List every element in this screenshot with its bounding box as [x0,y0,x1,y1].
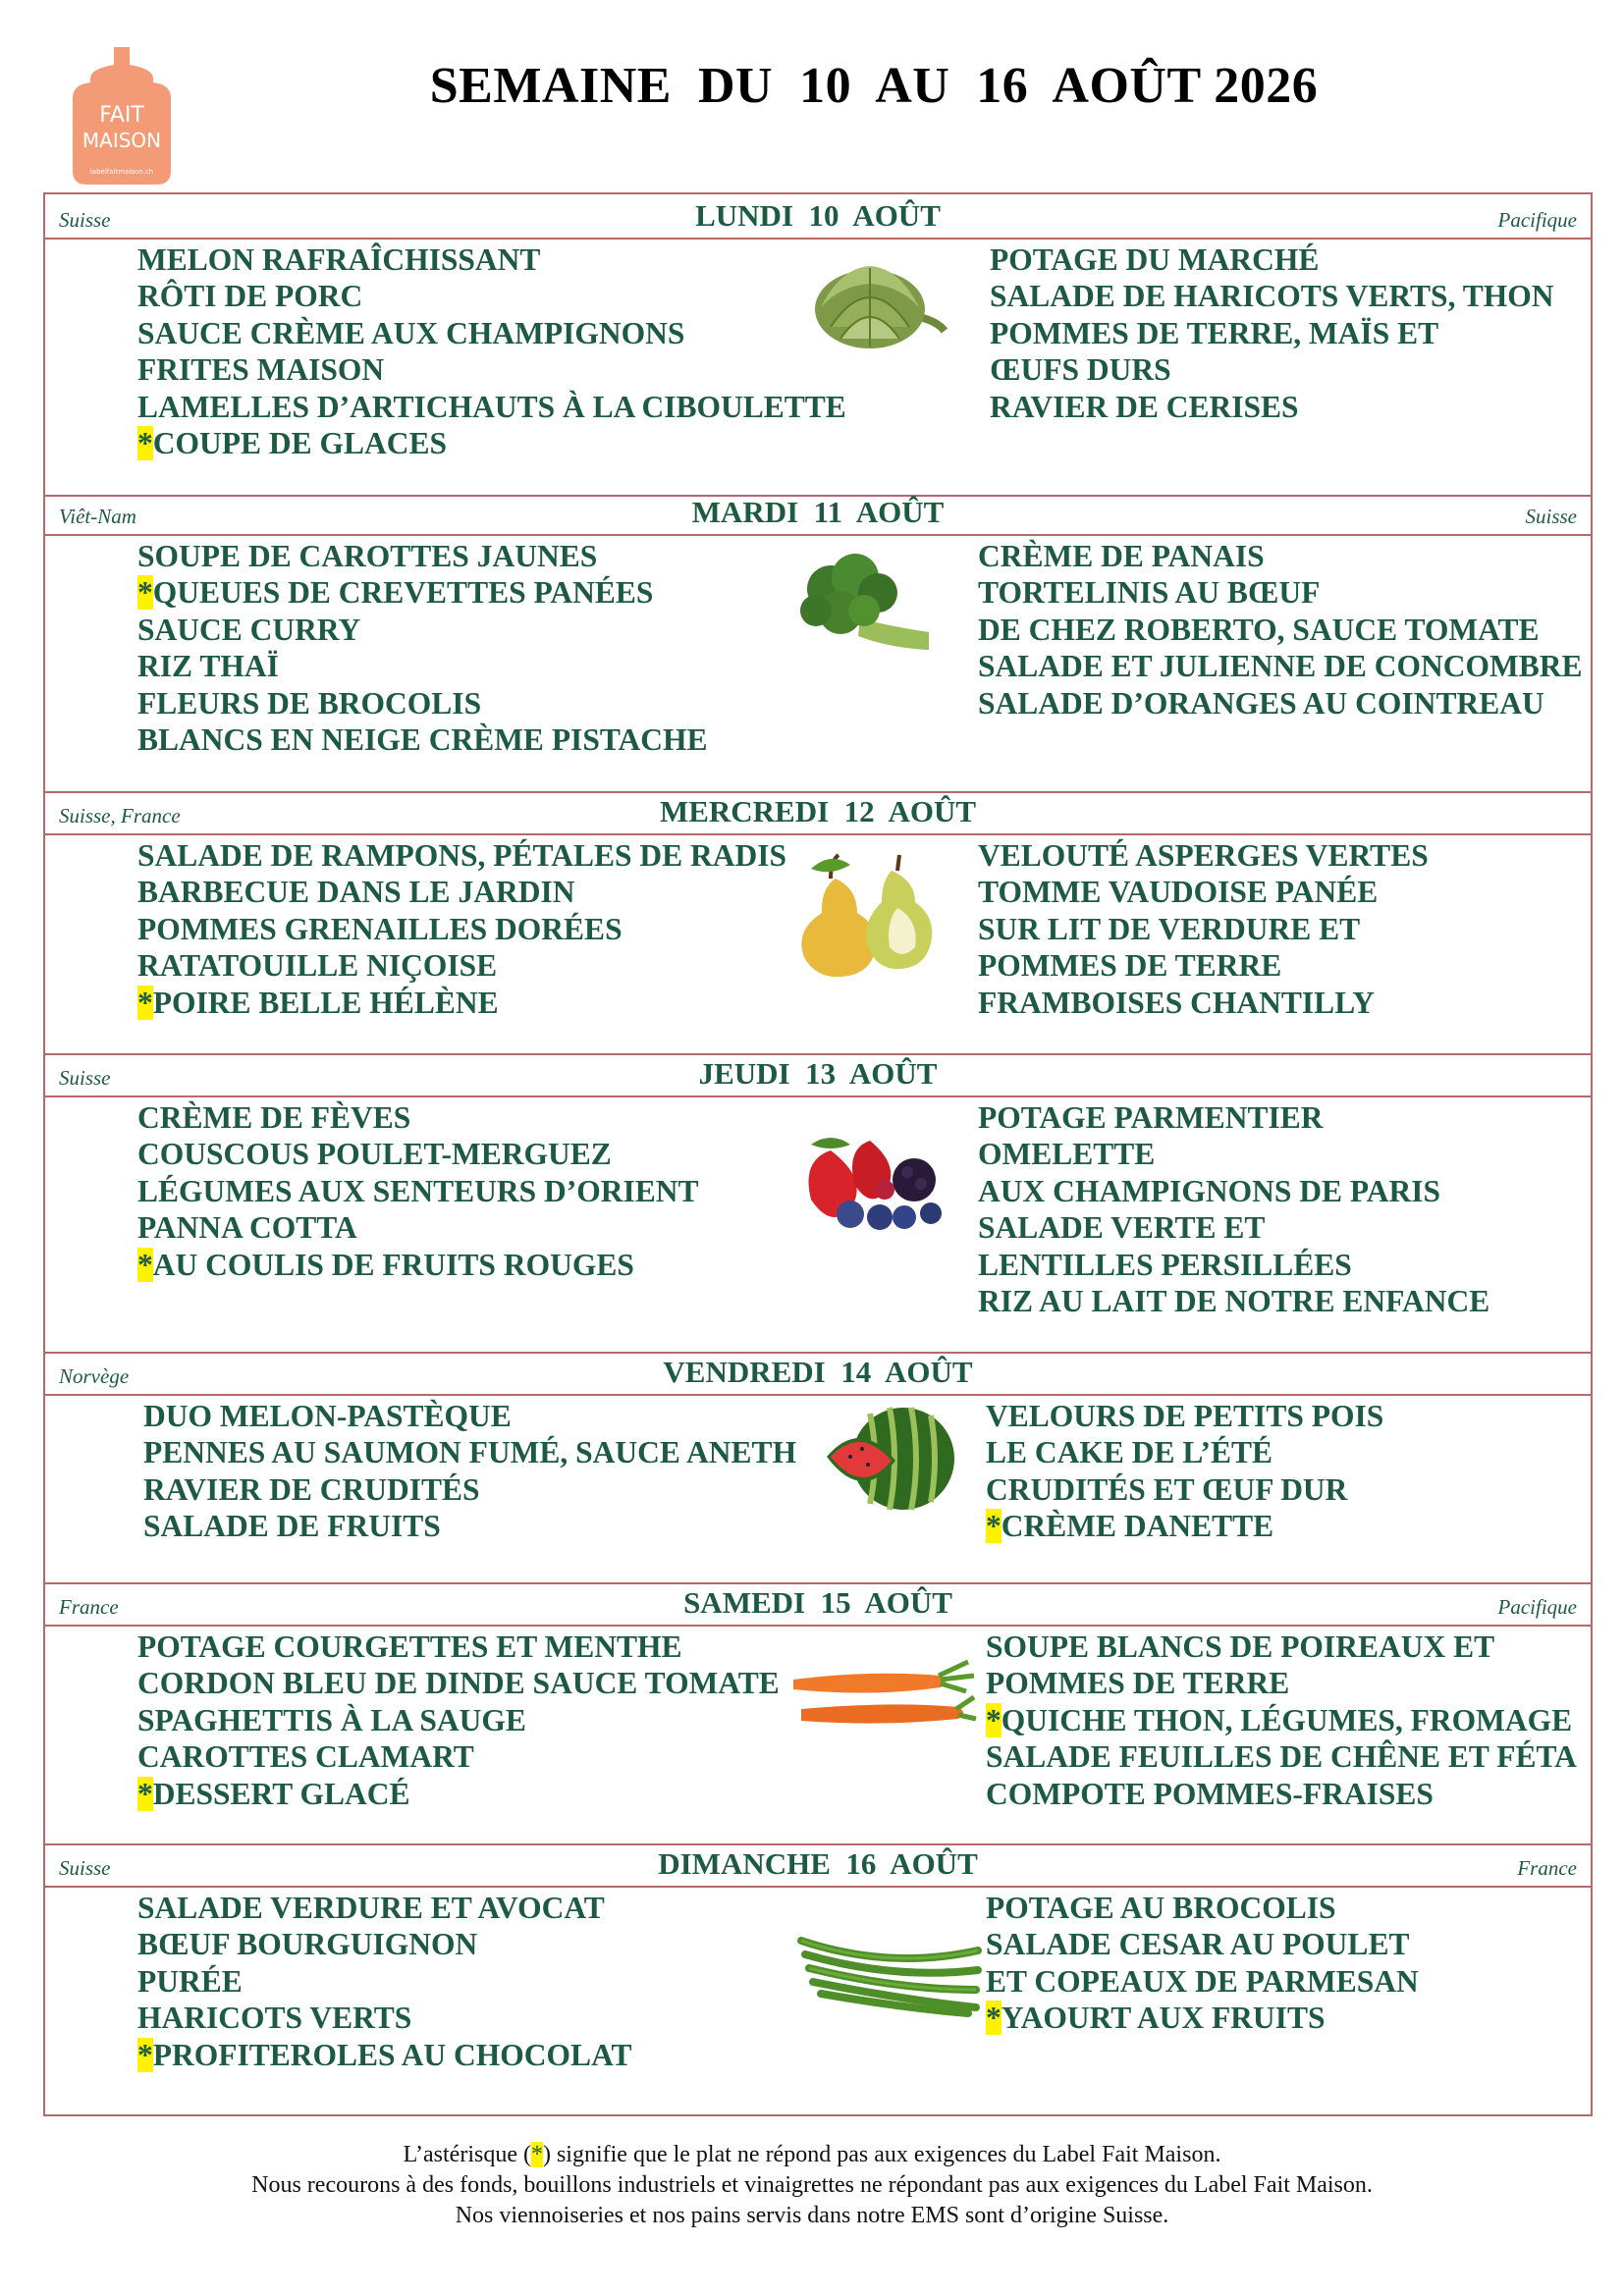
origin-lunch: Suisse, France [59,804,181,828]
origin-lunch: Norvège [59,1364,130,1388]
origin-lunch: Suisse [59,208,111,232]
menu-item-text: SOUPE BLANCS DE POIREAUX ET [986,1629,1495,1664]
menu-item-text: POTAGE AU BROCOLIS [986,1891,1336,1925]
menu-item-text: LÉGUMES AUX SENTEURS D’ORIENT [137,1173,699,1208]
menu-item [137,947,786,984]
menu-item [137,2037,632,2073]
asterisk-marker: * [137,426,153,461]
footer-notes [0,2140,1624,2231]
footer-ingredients-note: Nous recourons à des fonds, bouillons industriels et vinaigrettes ne répondant pas aux exigences du Label Fait Maison. [251,2172,1373,2198]
asterisk-marker: * [137,575,153,611]
menu-item [137,1247,699,1283]
page-title: SEMAINE DU 10 AU 16 AOÛT 2026 [429,58,1319,114]
menu-item-text: LENTILLES PERSILLÉES [978,1247,1352,1282]
menu-item-text: TORTELINIS AU BŒUF [978,575,1321,611]
dinner-menu [978,837,1429,1021]
menu-item [137,538,708,574]
menu-item [978,538,1583,574]
day-title: MARDI 11 AOÛT [691,495,945,529]
menu-item [137,612,708,648]
menu-item [978,1136,1489,1172]
menu-item-text: HARICOTS VERTS [137,2001,412,2036]
menu-item [986,1508,1383,1544]
menu-item [137,648,708,684]
menu-item [986,1738,1577,1775]
menu-item [137,1665,780,1701]
menu-item-text: SALADE DE HARICOTS VERTS, THON [990,279,1554,314]
menu-item [978,612,1583,648]
menu-item [137,1738,780,1775]
menu-item [137,2000,632,2036]
menu-item [978,574,1583,611]
menu-item-text: QUICHE THON, LÉGUMES, FROMAGE [1001,1702,1573,1737]
menu-item-text: AUX CHAMPIGNONS DE PARIS [978,1173,1441,1208]
asterisk-marker: * [137,1247,153,1282]
day-block [43,192,1593,497]
menu-item [137,315,846,351]
day-header [45,491,1591,536]
dinner-menu [990,241,1554,425]
svg-text:MAISON: MAISON [81,129,162,152]
day-header [45,1351,1591,1396]
footer-bread-note: Nos viennoiseries et nos pains servis dans notre EMS sont d’origine Suisse. [455,2203,1169,2228]
menu-item [990,315,1554,351]
menu-item-text: SPAGHETTIS À LA SAUGE [137,1702,526,1737]
day-header [45,1581,1591,1627]
menu-item [137,1099,699,1136]
menu-item [137,837,786,874]
menu-item [990,389,1554,425]
menu-item-text: COUSCOUS POULET-MERGUEZ [137,1137,612,1172]
origin-dinner: Pacifique [1497,208,1577,232]
menu-item-text: LE CAKE DE L’ÉTÉ [986,1435,1273,1470]
asterisk-marker: * [986,2001,1001,2036]
menu-item [137,911,786,947]
footer-asterisk-note: L’astérisque (*) signifie que le plat ne répond pas aux exigences du Label Fait Maison. [403,2142,1221,2167]
menu-item-text: FLEURS DE BROCOLIS [137,685,482,721]
menu-item-text: SALADE CESAR AU POULET [986,1927,1410,1962]
day-title: LUNDI 10 AOÛT [695,198,941,233]
menu-item-text: SALADE VERTE ET [978,1210,1266,1246]
menu-item-text: RATATOUILLE NIÇOISE [137,948,498,984]
day-block [43,1581,1593,1845]
origin-dinner: Suisse [1525,505,1577,528]
day-title: DIMANCHE 16 AOÛT [658,1846,978,1881]
menu-item-text: ET COPEAUX DE PARMESAN [986,1963,1419,1999]
menu-item [143,1434,796,1470]
menu-item [137,278,846,314]
menu-item-text: RAVIER DE CRUDITÉS [143,1471,480,1507]
dinner-menu [986,1890,1419,2037]
day-title: JEUDI 13 AOÛT [698,1056,938,1091]
green-beans-image [791,1911,988,2019]
asterisk-marker: * [986,1702,1001,1737]
menu-item [978,874,1429,910]
menu-item-text: POIRE BELLE HÉLÈNE [152,985,499,1020]
menu-item [986,1890,1419,1926]
menu-item [143,1508,796,1544]
menu-item [137,1629,780,1665]
menu-item-text: CRUDITÉS ET ŒUF DUR [986,1471,1348,1507]
menu-item [137,1963,632,2000]
menu-item-text: RAVIER DE CERISES [990,389,1299,424]
lunch-menu [137,1099,699,1283]
svg-text:labelfaitmaison.ch: labelfaitmaison.ch [89,168,154,176]
menu-item-text: DUO MELON-PASTÈQUE [143,1399,512,1433]
menu-item [978,1173,1489,1209]
menu-item-text: FRITES MAISON [137,352,385,388]
menu-item [986,1963,1419,2000]
menu-item-text: RIZ THAÏ [137,649,279,684]
menu-item-text: PANNA COTTA [137,1210,357,1246]
asterisk-marker: * [137,985,153,1020]
menu-item-text: RÔTI DE PORC [137,279,363,314]
menu-item-text: OMELETTE [978,1137,1156,1172]
menu-item-text: BARBECUE DANS LE JARDIN [137,875,575,910]
menu-item-text: PENNES AU SAUMON FUMÉ, SAUCE ANETH [143,1435,797,1470]
menu-item-text: POTAGE COURGETTES ET MENTHE [137,1629,682,1664]
menu-item [137,1173,699,1209]
day-block [43,1842,1593,2116]
watermelon-image [821,1400,958,1518]
menu-item-text: CORDON BLEU DE DINDE SAUCE TOMATE [137,1666,780,1701]
menu-item-text: DE CHEZ ROBERTO, SAUCE TOMATE [978,612,1540,647]
menu-item-text: QUEUES DE CREVETTES PANÉES [152,575,654,611]
menu-item-text: SUR LIT DE VERDURE ET [978,911,1361,946]
menu-item [137,874,786,910]
day-title: VENDREDI 14 AOÛT [663,1355,973,1389]
menu-item [978,911,1429,947]
day-header [45,1842,1591,1888]
menu-item [978,1283,1489,1319]
menu-item-text: ŒUFS DURS [990,352,1171,388]
menu-item [137,721,708,758]
menu-item [978,685,1583,721]
asterisk-marker: * [137,2037,153,2072]
origin-lunch: Suisse [59,1856,111,1880]
broccoli-image [791,550,939,658]
menu-item-text: SALADE D’ORANGES AU COINTREAU [978,685,1544,721]
menu-item [137,389,846,425]
lunch-menu [137,241,846,461]
menu-item [137,425,846,461]
menu-item-text: FRAMBOISES CHANTILLY [978,985,1376,1020]
menu-item [986,1776,1577,1812]
menu-item [137,1136,699,1172]
origin-lunch: France [59,1595,119,1619]
menu-item [978,1209,1489,1246]
menu-item-text: SALADE VERDURE ET AVOCAT [137,1891,605,1925]
dinner-menu [986,1629,1577,1812]
menu-item-text: DESSERT GLACÉ [152,1776,410,1811]
menu-item [986,1629,1577,1665]
menu-item [137,1890,632,1926]
menu-item [137,351,846,388]
day-header [45,1052,1591,1097]
menu-item [986,1702,1577,1738]
menu-item-text: YAOURT AUX FRUITS [1001,2001,1326,2036]
menu-item [978,1247,1489,1283]
lunch-menu [143,1398,796,1545]
menu-item-text: LAMELLES D’ARTICHAUTS À LA CIBOULETTE [137,389,846,424]
pear-image [782,849,948,977]
menu-item-text: POMMES DE TERRE [986,1666,1290,1701]
menu-item [137,685,708,721]
carrots-image [782,1650,978,1738]
menu-item [978,1099,1489,1136]
menu-item-text: SALADE ET JULIENNE DE CONCOMBRE [978,649,1583,684]
origin-dinner: Pacifique [1497,1595,1577,1619]
menu-item-text: SAUCE CURRY [137,612,361,647]
menu-item-text: VELOURS DE PETITS POIS [986,1399,1384,1433]
dinner-menu [986,1398,1383,1545]
menu-item-text: POMMES DE TERRE, MAÏS ET [990,315,1439,350]
menu-item-text: SOUPE DE CAROTTES JAUNES [137,539,598,573]
menu-item [990,278,1554,314]
menu-item-text: MELON RAFRAÎCHISSANT [137,242,541,277]
menu-item-text: COMPOTE POMMES-FRAISES [986,1776,1434,1811]
day-title: SAMEDI 15 AOÛT [683,1585,952,1620]
berries-image [791,1111,958,1239]
day-block [43,491,1593,793]
origin-lunch: Suisse [59,1066,111,1090]
menu-item [978,985,1429,1021]
menu-item-text: SALADE DE FRUITS [143,1509,441,1544]
menu-item [137,1926,632,1962]
artichoke-image [801,258,948,352]
lunch-menu [137,1629,780,1812]
menu-item-text: VELOUTÉ ASPERGES VERTES [978,838,1429,873]
menu-item [137,574,708,611]
menu-item [143,1471,796,1508]
menu-item [986,1434,1383,1470]
lunch-menu [137,538,708,758]
menu-item [978,947,1429,984]
origin-lunch: Viêt-Nam [59,505,136,528]
menu-item [143,1398,796,1434]
day-block [43,1052,1593,1354]
menu-item-text: TOMME VAUDOISE PANÉE [978,875,1379,910]
menu-item [137,1209,699,1246]
svg-text:FAIT: FAIT [99,103,144,128]
menu-item-text: RIZ AU LAIT DE NOTRE ENFANCE [978,1284,1490,1319]
menu-item-text: SAUCE CRÈME AUX CHAMPIGNONS [137,315,685,350]
menu-item-text: AU COULIS DE FRUITS ROUGES [152,1247,634,1282]
menu-item [137,985,786,1021]
menu-item [986,1398,1383,1434]
menu-item [986,1926,1419,1962]
menu-item-text: BLANCS EN NEIGE CRÈME PISTACHE [137,722,708,758]
menu-item-text: POMMES DE TERRE [978,948,1282,984]
menu-item-text: PROFITEROLES AU CHOCOLAT [152,2037,632,2072]
menu-item [978,837,1429,874]
menu-item [137,241,846,278]
menu-item [986,2000,1419,2036]
day-block [43,1351,1593,1584]
menu-item [986,1665,1577,1701]
asterisk-marker: * [137,1776,153,1811]
menu-item [137,1776,780,1812]
menu-item-text: SALADE DE RAMPONS, PÉTALES DE RADIS [137,838,787,873]
menu-item-text: POTAGE DU MARCHÉ [990,242,1320,277]
menu-item-text: CAROTTES CLAMART [137,1739,474,1775]
menu-item-text: BŒUF BOURGUIGNON [137,1927,478,1962]
lunch-menu [137,837,786,1021]
origin-dinner: France [1517,1856,1577,1880]
menu-item-text: POMMES GRENAILLES DORÉES [137,911,623,946]
menu-item-text: PURÉE [137,1963,243,1999]
menu-item [978,648,1583,684]
menu-item-text: CRÈME DE FÈVES [137,1100,411,1135]
day-header [45,194,1591,240]
day-block [43,790,1593,1055]
day-title: MERCREDI 12 AOÛT [659,794,977,828]
lunch-menu [137,1890,632,2073]
day-header [45,790,1591,835]
dinner-menu [978,538,1583,721]
menu-item [137,1702,780,1738]
menu-item [990,241,1554,278]
menu-item-text: CRÈME DE PANAIS [978,539,1265,573]
asterisk-marker: * [986,1509,1001,1544]
fait-maison-logo [59,41,185,188]
menu-item [990,351,1554,388]
menu-item-text: CRÈME DANETTE [1001,1509,1274,1544]
menu-item-text: SALADE FEUILLES DE CHÊNE ET FÉTA [986,1739,1577,1775]
dinner-menu [978,1099,1489,1319]
menu-item-text: COUPE DE GLACES [152,426,448,461]
menu-item [986,1471,1383,1508]
menu-item-text: POTAGE PARMENTIER [978,1100,1324,1135]
